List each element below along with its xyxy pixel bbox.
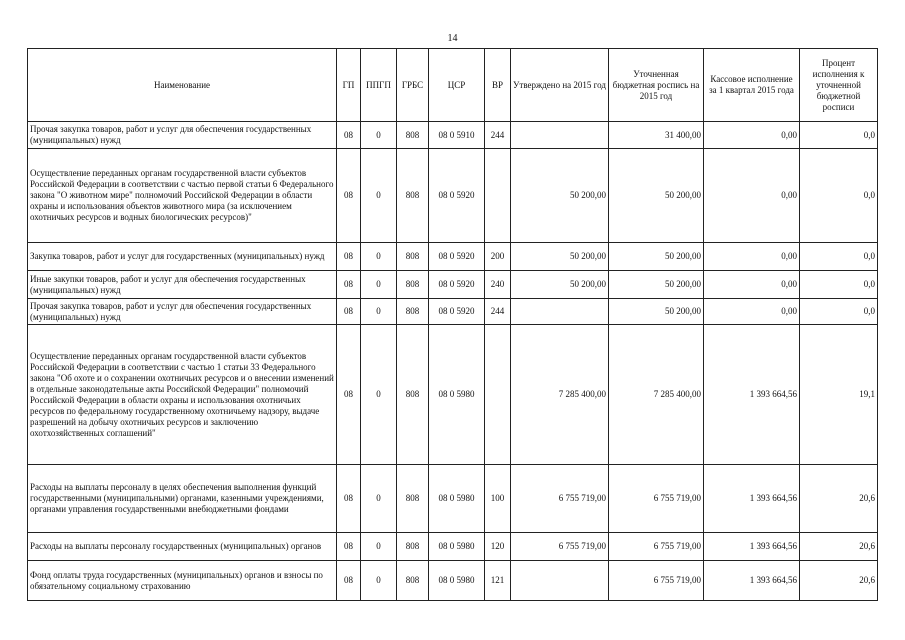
cell-vr: 121 bbox=[485, 561, 511, 601]
cell-approved: 50 200,00 bbox=[511, 271, 609, 299]
table-header-row bbox=[28, 49, 878, 122]
header-gp: ГП bbox=[337, 49, 361, 122]
cell-ppgp: 0 bbox=[361, 533, 397, 561]
cell-gp: 08 bbox=[337, 325, 361, 465]
cell-approved: 6 755 719,00 bbox=[511, 533, 609, 561]
cell-percent: 20,6 bbox=[800, 465, 878, 533]
cell-ppgp: 0 bbox=[361, 149, 397, 243]
cell-csr: 08 0 5920 bbox=[429, 299, 485, 325]
cell-cash: 1 393 664,56 bbox=[704, 325, 800, 465]
cell-gp: 08 bbox=[337, 243, 361, 271]
header-csr: ЦСР bbox=[429, 49, 485, 122]
cell-percent: 0,0 bbox=[800, 271, 878, 299]
cell-approved bbox=[511, 561, 609, 601]
header-name: Наименование bbox=[28, 49, 337, 122]
cell-csr: 08 0 5980 bbox=[429, 533, 485, 561]
cell-vr: 244 bbox=[485, 299, 511, 325]
cell-name: Расходы на выплаты персоналу в целях обеспечения выполнения функций государственными (муниципальными) органами, казенными учреждениями, органами управления государственными внебюджетными фондами bbox=[28, 465, 337, 533]
cell-cash: 0,00 bbox=[704, 122, 800, 149]
cell-refined: 6 755 719,00 bbox=[609, 533, 704, 561]
cell-gp: 08 bbox=[337, 561, 361, 601]
cell-gp: 08 bbox=[337, 533, 361, 561]
cell-cash: 1 393 664,56 bbox=[704, 561, 800, 601]
table-row bbox=[28, 299, 878, 325]
cell-ppgp: 0 bbox=[361, 299, 397, 325]
table-row bbox=[28, 243, 878, 271]
cell-grbs: 808 bbox=[397, 533, 429, 561]
cell-name: Фонд оплаты труда государственных (муниципальных) органов и взносы по обязательному социальному страхованию bbox=[28, 561, 337, 601]
cell-name: Осуществление переданных органам государственной власти субъектов Российской Федерации в соответствии с частью первой статьи 6 Федерального закона "О животном мире" полномочий Российской Федерации в области охраны и использования объектов животного мира (за исключением охотничьих ресурсов и водных биологических ресурсов)" bbox=[28, 149, 337, 243]
table-row bbox=[28, 465, 878, 533]
cell-cash: 0,00 bbox=[704, 271, 800, 299]
cell-gp: 08 bbox=[337, 122, 361, 149]
cell-name: Прочая закупка товаров, работ и услуг для обеспечения государственных (муниципальных) нужд bbox=[28, 122, 337, 149]
cell-percent: 19,1 bbox=[800, 325, 878, 465]
cell-vr: 244 bbox=[485, 122, 511, 149]
cell-gp: 08 bbox=[337, 299, 361, 325]
table-row bbox=[28, 122, 878, 149]
cell-ppgp: 0 bbox=[361, 243, 397, 271]
cell-csr: 08 0 5980 bbox=[429, 325, 485, 465]
cell-percent: 0,0 bbox=[800, 149, 878, 243]
cell-ppgp: 0 bbox=[361, 122, 397, 149]
cell-grbs: 808 bbox=[397, 271, 429, 299]
cell-grbs: 808 bbox=[397, 149, 429, 243]
cell-grbs: 808 bbox=[397, 122, 429, 149]
cell-vr: 100 bbox=[485, 465, 511, 533]
cell-name: Прочая закупка товаров, работ и услуг для обеспечения государственных (муниципальных) нужд bbox=[28, 299, 337, 325]
cell-grbs: 808 bbox=[397, 561, 429, 601]
cell-approved bbox=[511, 299, 609, 325]
cell-cash: 0,00 bbox=[704, 243, 800, 271]
cell-cash: 1 393 664,56 bbox=[704, 533, 800, 561]
cell-csr: 08 0 5920 bbox=[429, 149, 485, 243]
cell-grbs: 808 bbox=[397, 243, 429, 271]
cell-grbs: 808 bbox=[397, 325, 429, 465]
table-row bbox=[28, 271, 878, 299]
cell-cash: 0,00 bbox=[704, 149, 800, 243]
cell-approved: 50 200,00 bbox=[511, 243, 609, 271]
budget-execution-table bbox=[27, 48, 878, 601]
cell-gp: 08 bbox=[337, 149, 361, 243]
cell-approved bbox=[511, 122, 609, 149]
cell-name: Закупка товаров, работ и услуг для государственных (муниципальных) нужд bbox=[28, 243, 337, 271]
page-number: 14 bbox=[447, 33, 458, 44]
cell-ppgp: 0 bbox=[361, 271, 397, 299]
cell-refined: 50 200,00 bbox=[609, 243, 704, 271]
cell-percent: 0,0 bbox=[800, 243, 878, 271]
cell-vr: 200 bbox=[485, 243, 511, 271]
cell-percent: 0,0 bbox=[800, 122, 878, 149]
cell-cash: 1 393 664,56 bbox=[704, 465, 800, 533]
table-row bbox=[28, 149, 878, 243]
cell-name: Расходы на выплаты персоналу государственных (муниципальных) органов bbox=[28, 533, 337, 561]
cell-grbs: 808 bbox=[397, 465, 429, 533]
cell-csr: 08 0 5910 bbox=[429, 122, 485, 149]
cell-percent: 20,6 bbox=[800, 533, 878, 561]
cell-refined: 7 285 400,00 bbox=[609, 325, 704, 465]
cell-approved: 6 755 719,00 bbox=[511, 465, 609, 533]
cell-vr bbox=[485, 325, 511, 465]
cell-refined: 50 200,00 bbox=[609, 271, 704, 299]
cell-refined: 6 755 719,00 bbox=[609, 465, 704, 533]
cell-refined: 6 755 719,00 bbox=[609, 561, 704, 601]
cell-refined: 50 200,00 bbox=[609, 149, 704, 243]
cell-vr bbox=[485, 149, 511, 243]
cell-approved: 7 285 400,00 bbox=[511, 325, 609, 465]
table-row bbox=[28, 325, 878, 465]
cell-csr: 08 0 5980 bbox=[429, 561, 485, 601]
cell-name: Осуществление переданных органам государственной власти субъектов Российской Федерации в соответствии с частью 1 статьи 33 Федерального закона "Об охоте и о сохранении охотничьих ресурсов и о внесении изменений в отдельные законодательные акты Российской Федерации" полномочий Российской Федерации в области охраны и использования охотничьих ресурсов по федеральному государственному охотничьему надзору, выдаче разрешений на добычу охотничьих ресурсов и заключению охотхозяйственных соглашений" bbox=[28, 325, 337, 465]
cell-csr: 08 0 5920 bbox=[429, 271, 485, 299]
header-ppgp: ППГП bbox=[361, 49, 397, 122]
cell-ppgp: 0 bbox=[361, 465, 397, 533]
cell-ppgp: 0 bbox=[361, 561, 397, 601]
cell-name: Иные закупки товаров, работ и услуг для обеспечения государственных (муниципальных) нужд bbox=[28, 271, 337, 299]
cell-csr: 08 0 5980 bbox=[429, 465, 485, 533]
cell-refined: 31 400,00 bbox=[609, 122, 704, 149]
cell-percent: 0,0 bbox=[800, 299, 878, 325]
cell-gp: 08 bbox=[337, 271, 361, 299]
cell-grbs: 808 bbox=[397, 299, 429, 325]
cell-cash: 0,00 bbox=[704, 299, 800, 325]
header-percent: Процент исполнения к уточненной бюджетной росписи bbox=[800, 49, 878, 122]
cell-ppgp: 0 bbox=[361, 325, 397, 465]
table-row bbox=[28, 561, 878, 601]
header-grbs: ГРБС bbox=[397, 49, 429, 122]
cell-approved: 50 200,00 bbox=[511, 149, 609, 243]
cell-vr: 240 bbox=[485, 271, 511, 299]
cell-vr: 120 bbox=[485, 533, 511, 561]
header-approved: Утверждено на 2015 год bbox=[511, 49, 609, 122]
cell-percent: 20,6 bbox=[800, 561, 878, 601]
header-cash: Кассовое исполнение за 1 квартал 2015 года bbox=[704, 49, 800, 122]
header-vr: ВР bbox=[485, 49, 511, 122]
cell-csr: 08 0 5920 bbox=[429, 243, 485, 271]
table-row bbox=[28, 533, 878, 561]
cell-refined: 50 200,00 bbox=[609, 299, 704, 325]
header-refined: Уточненная бюджетная роспись на 2015 год bbox=[609, 49, 704, 122]
cell-gp: 08 bbox=[337, 465, 361, 533]
